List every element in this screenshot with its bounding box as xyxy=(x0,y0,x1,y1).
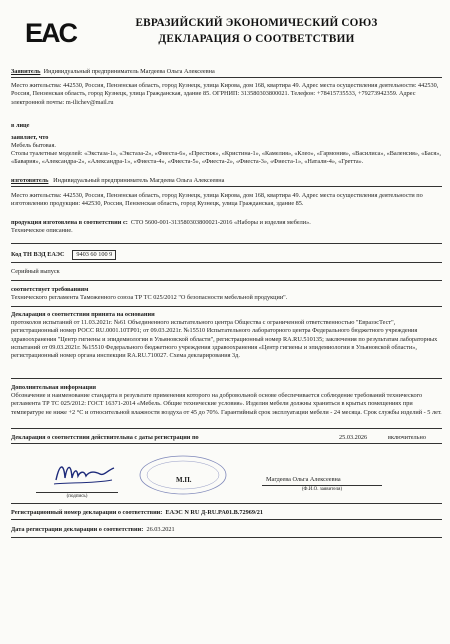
signature-line xyxy=(36,492,118,493)
validity-label: Декларация о соответствии действительна с даты регистрации по xyxy=(11,434,199,441)
registration-number-label: Регистрационный номер декларации о соответствии: xyxy=(11,509,163,516)
applicant-label: Заявитель xyxy=(11,68,41,75)
manufacturer-name: Индивидуальный предприниматель Магдеева Ольга Алексеевна xyxy=(53,177,225,184)
signatory-name: Магдеева Ольга Алексеевна xyxy=(266,476,341,483)
manufacturer-label: изготовитель xyxy=(11,177,49,184)
basis-label: Декларация о соответствии принята на основании xyxy=(11,311,155,318)
divider xyxy=(11,262,442,263)
additional-value: Обозначение и наименование стандарта в результате применения которого на добровольной основе обеспечивается соблюдение требований технического регламента ТР ТС 025/2012: ГОСТ 16371-2014 «Мебель. Общие технические условия». Изделия мебели должны храниться в крытых помещениях при температуре не ниже +2 °С и относительной влажности воздуха от 45 до 70%. Гарантийный срок эксплуатации мебели - 24 месяца. Срок службы изделий - 5 лет. xyxy=(11,392,442,416)
mp-label: М.П. xyxy=(176,476,192,484)
handwritten-signature xyxy=(50,456,120,490)
header xyxy=(11,0,442,58)
registration-date: 26.03.2021 xyxy=(146,526,175,533)
production-standard: СТО 5600-001-313580303800021-2016 «Наборы и изделия мебели». xyxy=(130,219,311,226)
name-caption: (Ф.И.О. заявителя) xyxy=(301,487,343,492)
product-name: Мебель бытовая. xyxy=(11,142,56,149)
tnved-label: Код ТН ВЭД ЕАЭС xyxy=(11,251,65,258)
manufacturer-details: Место жительства: 442530, Россия, Пензенская область, город Кузнецк, улица Кирова, дом 168, квартира 49. Адрес места осуществления деятельности по изготовлению продукции: 442530, Россия, Пензенская область, город Кузнецк, улица Гражданская, здание 85. xyxy=(11,192,423,208)
divider xyxy=(11,77,442,78)
divider xyxy=(11,443,442,444)
signature-caption: (подпись) xyxy=(66,494,88,499)
manufacturer-line xyxy=(11,177,442,185)
union-title: ЕВРАЗИЙСКИЙ ЭКОНОМИЧЕСКИЙ СОЮЗ xyxy=(135,17,378,29)
divider xyxy=(11,378,442,379)
applicant-line xyxy=(11,68,442,76)
validity-line xyxy=(11,434,442,442)
additional-label: Дополнительная информация xyxy=(11,384,97,391)
name-line xyxy=(262,485,382,486)
requirements-label: соответствует требованиям xyxy=(11,286,89,293)
applicant-details: Место жительства: 442530, Россия, Пензенская область, город Кузнецк, улица Кирова, дом 168, квартира 49. Адрес места осуществления деятельности: 442530, Россия, Пензенская область, город Кузнецк, улица Гражданская, здание 85. ОГРНИП: 313580303800021. Телефон: +78415735533, +79273942359. Адрес электронной почты: m-ilichev@mail.ru xyxy=(11,82,439,106)
stamp-seal xyxy=(138,454,228,496)
registration-number: ЕАЭС N RU Д-RU.PA01.B.72969/21 xyxy=(165,509,263,516)
in-person-label: в лице xyxy=(11,122,30,129)
applicant-name: Индивидуальный предприниматель Магдеева Ольга Алексеевна xyxy=(43,68,215,75)
tnved-code: 9403 60 100 9 xyxy=(72,250,116,260)
registration-date-label: Дата регистрации декларации о соответствии: xyxy=(11,526,144,533)
divider xyxy=(11,537,442,538)
tnved-line xyxy=(11,250,442,260)
divider xyxy=(11,280,442,281)
divider xyxy=(11,243,442,244)
eac-logo: EAC xyxy=(25,18,77,48)
divider xyxy=(11,503,442,504)
serial-release: Серийный выпуск xyxy=(11,268,60,275)
production-sub: Техническое описание. xyxy=(11,227,73,234)
divider xyxy=(11,519,442,520)
product-models: Столы туалетные моделей: «Экстаза-1», «Экстаза-2», «Фиеста-6», «Престиж», «Кристина-1», «Камелия», «Клео», «Гармония», «Василиса», «Валенсия», «Бася», «Бавария», «Александра-2», «Александра-1», «Фиеста-4», «Фиеста-5», «Фиеста-2», «Фиеста-3», «Фиеста-1», «Натали-4», «Гретта». xyxy=(11,150,441,166)
validity-suffix: включительно xyxy=(388,434,426,441)
declares-label: заявляет, что xyxy=(11,134,49,141)
validity-date: 25.03.2026 xyxy=(339,434,368,441)
divider xyxy=(11,306,442,307)
divider xyxy=(11,186,442,187)
requirements-value: Технического регламента Таможенного союза ТР ТС 025/2012 "О безопасности мебельной продукции". xyxy=(11,294,288,301)
declaration-title: ДЕКЛАРАЦИЯ О СООТВЕТСТВИИ xyxy=(158,33,355,45)
registration-date-line xyxy=(11,526,442,534)
divider xyxy=(11,428,442,429)
basis-value: протоколов испытаний от 11.03.2021г. №61 Объединенного испытательного центра Общества с ограниченной ответственностью "ЕвразэсТест", регистрационный номер РОСС RU.0001.10ТР01; от 09.03.2021г. №15510 Испытательного лабораторного центра Федерального бюджетного учреждения здравоохранения "Центр гигиены и эпидемиологии в Ульяновской области", регистрационный номер RA.RU.510135; заключения по результатам лабораторных испытаний от 09.03.2021г. №15510 Федерального бюджетного учреждения здравоохранения «Центр гигиены и эпидемиологии в Ульяновской области», регистрационный номер органа инспекции RA.RU.710027. Схема декларирования 3д. xyxy=(11,319,438,360)
production-label: продукция изготовлена в соответствии с: xyxy=(11,219,128,226)
registration-number-line xyxy=(11,509,442,517)
